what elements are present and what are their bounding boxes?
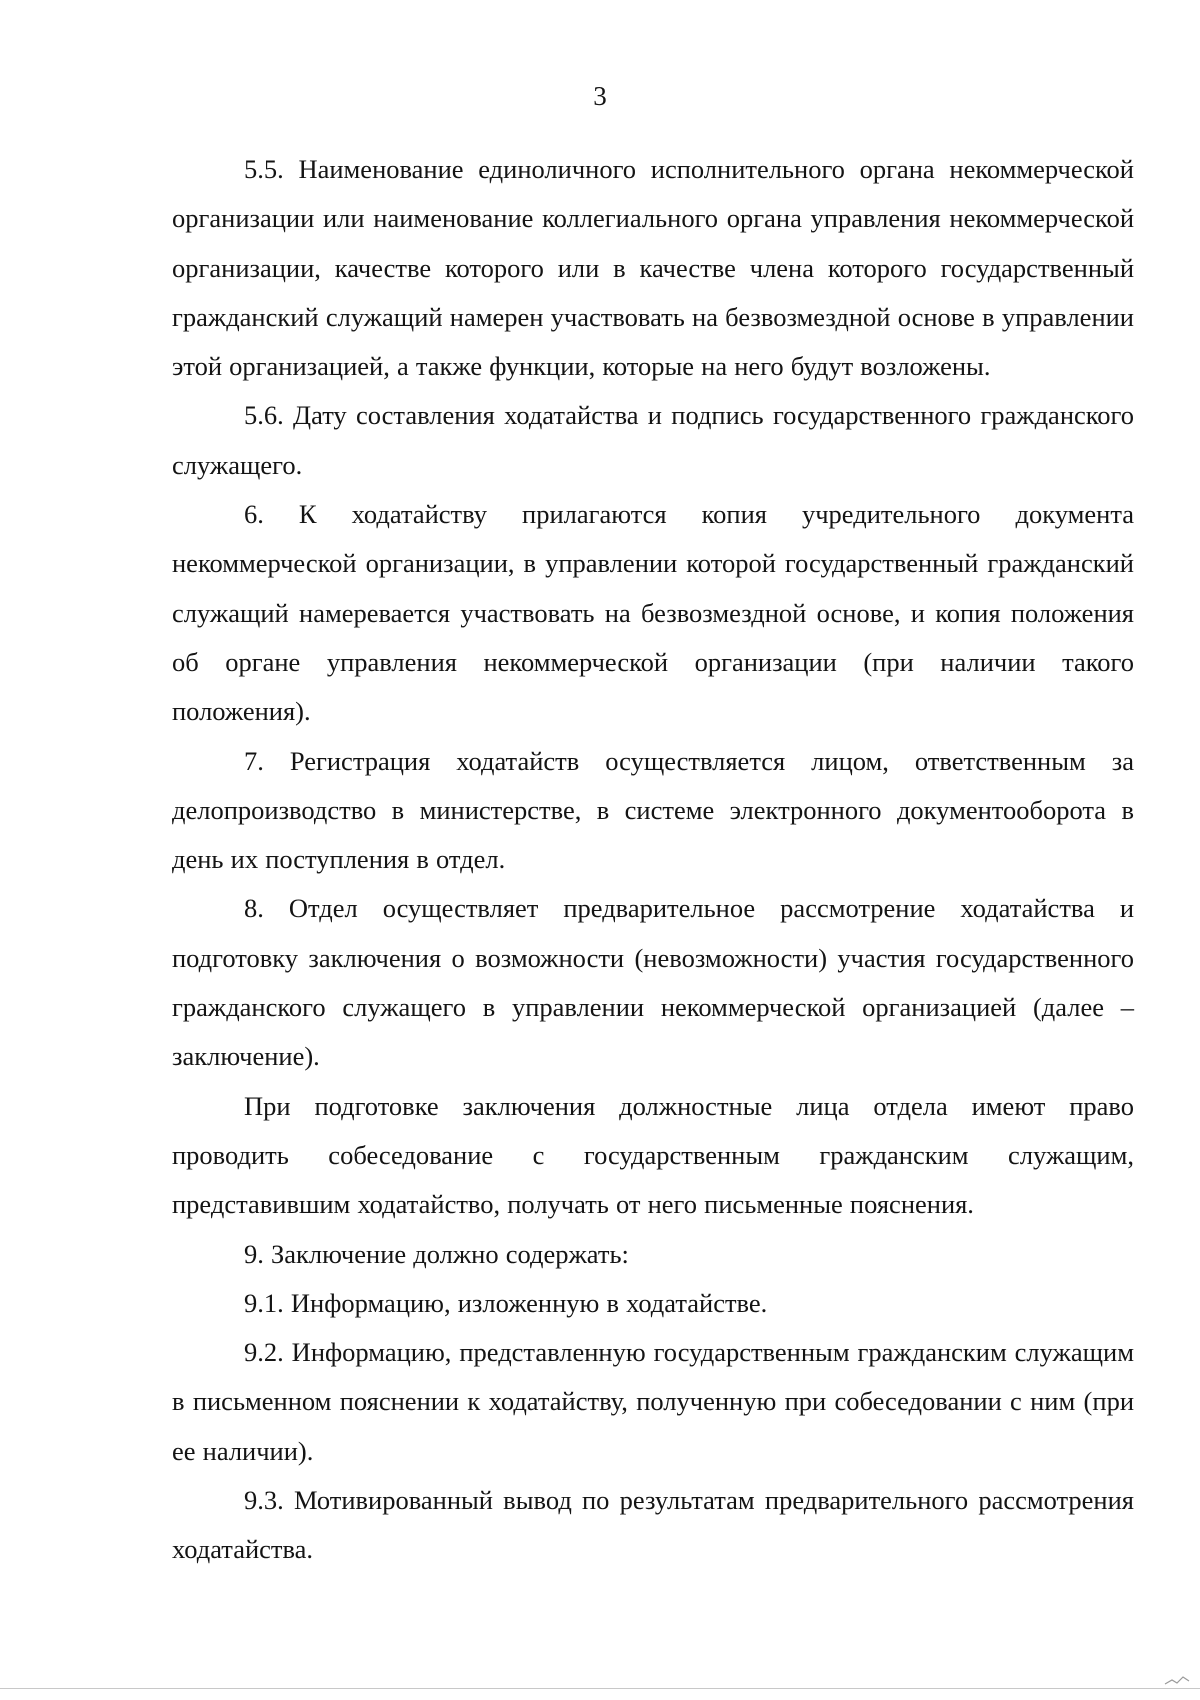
paragraph-9-2: 9.2. Информацию, представленную государственным гражданским служащим в письменном пояснении к ходатайству, полученную при собеседовании с ним (при ее наличии). bbox=[172, 1337, 1134, 1466]
document-body bbox=[172, 145, 1134, 1575]
paragraph-9: 9. Заключение должно содержать: bbox=[244, 1238, 629, 1269]
paragraph-8-note: При подготовке заключения должностные лица отдела имеют право проводить собеседование с государственным гражданским служащим, представившим ходатайство, получать от него письменные пояснения. bbox=[172, 1090, 1134, 1220]
page-number: 3 bbox=[593, 81, 607, 111]
paragraph-9-1: 9.1. Информацию, изложенную в ходатайстве. bbox=[244, 1287, 768, 1318]
paragraph-8: 8. Отдел осуществляет предварительное рассмотрение ходатайства и подготовку заключения о возможности (невозможности) участия государственного гражданского служащего в управлении некоммерческой организацией (далее – заключение). bbox=[172, 893, 1134, 1072]
paragraph-5-5: 5.5. Наименование единоличного исполнительного органа некоммерческой организации или наименование коллегиального органа управления некоммерческой организации, качестве которого или в качестве члена которого государственный гражданский служащий намерен участвовать на безвозмездной основе в управлении этой организацией, а также функции, которые на него будут возложены. bbox=[172, 154, 1134, 382]
paragraph-6: 6. К ходатайству прилагаются копия учредительного документа некоммерческой организации, в управлении которой государственный гражданский служащий намеревается участвовать на безвозмездной основе, и копия положения об органе управления некоммерческой организации (при наличии такого положения). bbox=[172, 499, 1134, 727]
paragraph-9-3: 9.3. Мотивированный вывод по результатам предварительного рассмотрения ходатайства. bbox=[172, 1485, 1134, 1565]
paragraph-5-6: 5.6. Дату составления ходатайства и подпись государственного гражданского служащего. bbox=[172, 400, 1134, 480]
scan-corner-mark bbox=[1164, 1674, 1190, 1686]
paragraph-7: 7. Регистрация ходатайств осуществляется лицом, ответственным за делопроизводство в министерстве, в системе электронного документооборота в день их поступления в отдел. bbox=[172, 745, 1134, 875]
scan-bottom-edge bbox=[0, 1688, 1200, 1689]
